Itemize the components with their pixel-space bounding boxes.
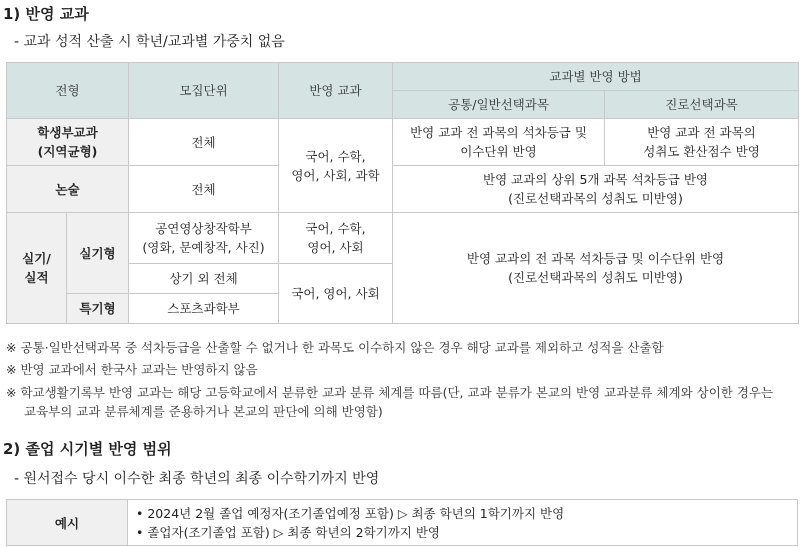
example-item: • 졸업자(조기졸업 포함) ▷ 최종 학년의 2학기까지 반영: [136, 524, 441, 540]
section-1-title: 1) 반영 교과: [3, 5, 89, 23]
cell-subject: 국어, 영어, 사회: [279, 264, 393, 324]
example-items: [128, 500, 798, 546]
header-type: 전형: [7, 63, 129, 119]
header-common: 공통/일반선택과목: [393, 91, 605, 119]
cell-unit: 공연영상창작학부 (영화, 문예창작, 사진): [129, 213, 279, 264]
note-1: ※ 공통·일반선택과목 중 석차등급을 산출할 수 없거나 한 과목도 이수하지 않은 경우 해당 교과를 제외하고 성적을 산출함: [6, 340, 664, 355]
cell-unit: 상기 외 전체: [129, 264, 279, 294]
header-career: 진로선택과목: [605, 91, 799, 119]
section-2-subtitle: - 원서접수 당시 이수한 최종 학년의 최종 이수학기까지 반영: [14, 471, 380, 487]
cell-unit: 스포츠과학부: [129, 294, 279, 324]
cell-unit: 전체: [129, 119, 279, 166]
row-type-essay: 논술: [7, 166, 129, 213]
row-type-special: 특기형: [67, 294, 129, 324]
row-group-practical: 실기/ 실적: [7, 213, 67, 324]
cell-subject: 국어, 수학, 영어, 사회: [279, 213, 393, 264]
note-3: ※ 학교생활기록부 반영 교과는 해당 고등학교에서 분류한 교과 분류 체계를 따름(단, 교과 분류가 본교의 반영 교과분류 체계와 상이한 경우는: [6, 385, 774, 400]
cell-career-method: 반영 교과 전 과목의 성취도 환산점수 반영: [605, 119, 799, 166]
section-1-subtitle: - 교과 성적 산출 시 학년/교과별 가중치 없음: [14, 34, 285, 50]
cell-unit: 전체: [129, 166, 279, 213]
note-3-continued: 교육부의 교과 분류체계를 준용하거나 본교의 판단에 의해 반영함): [24, 404, 383, 419]
subject-table: [6, 62, 799, 324]
example-label: 예시: [7, 500, 128, 546]
note-2: ※ 반영 교과에서 한국사 교과는 반영하지 않음: [6, 362, 258, 377]
section-2-title: 2) 졸업 시기별 반영 범위: [3, 440, 172, 458]
cell-method: 반영 교과의 상위 5개 과목 석차등급 반영 (진로선택과목의 성취도 미반영): [393, 166, 799, 213]
header-unit: 모집단위: [129, 63, 279, 119]
header-subject: 반영 교과: [279, 63, 393, 119]
example-table: [6, 499, 798, 546]
row-type-practical: 실기형: [67, 213, 129, 294]
cell-subject: 국어, 수학, 영어, 사회, 과학: [279, 119, 393, 213]
example-item: • 2024년 2월 졸업 예정자(조기졸업예정 포함) ▷ 최종 학년의 1학기까지 반영: [136, 505, 565, 521]
header-method: 교과별 반영 방법: [393, 63, 799, 91]
row-type-regional: 학생부교과 (지역균형): [7, 119, 129, 166]
cell-common-method: 반영 교과 전 과목의 석차등급 및 이수단위 반영: [393, 119, 605, 166]
cell-method: 반영 교과의 전 과목 석차등급 및 이수단위 반영 (진로선택과목의 성취도 미반영): [393, 213, 799, 324]
